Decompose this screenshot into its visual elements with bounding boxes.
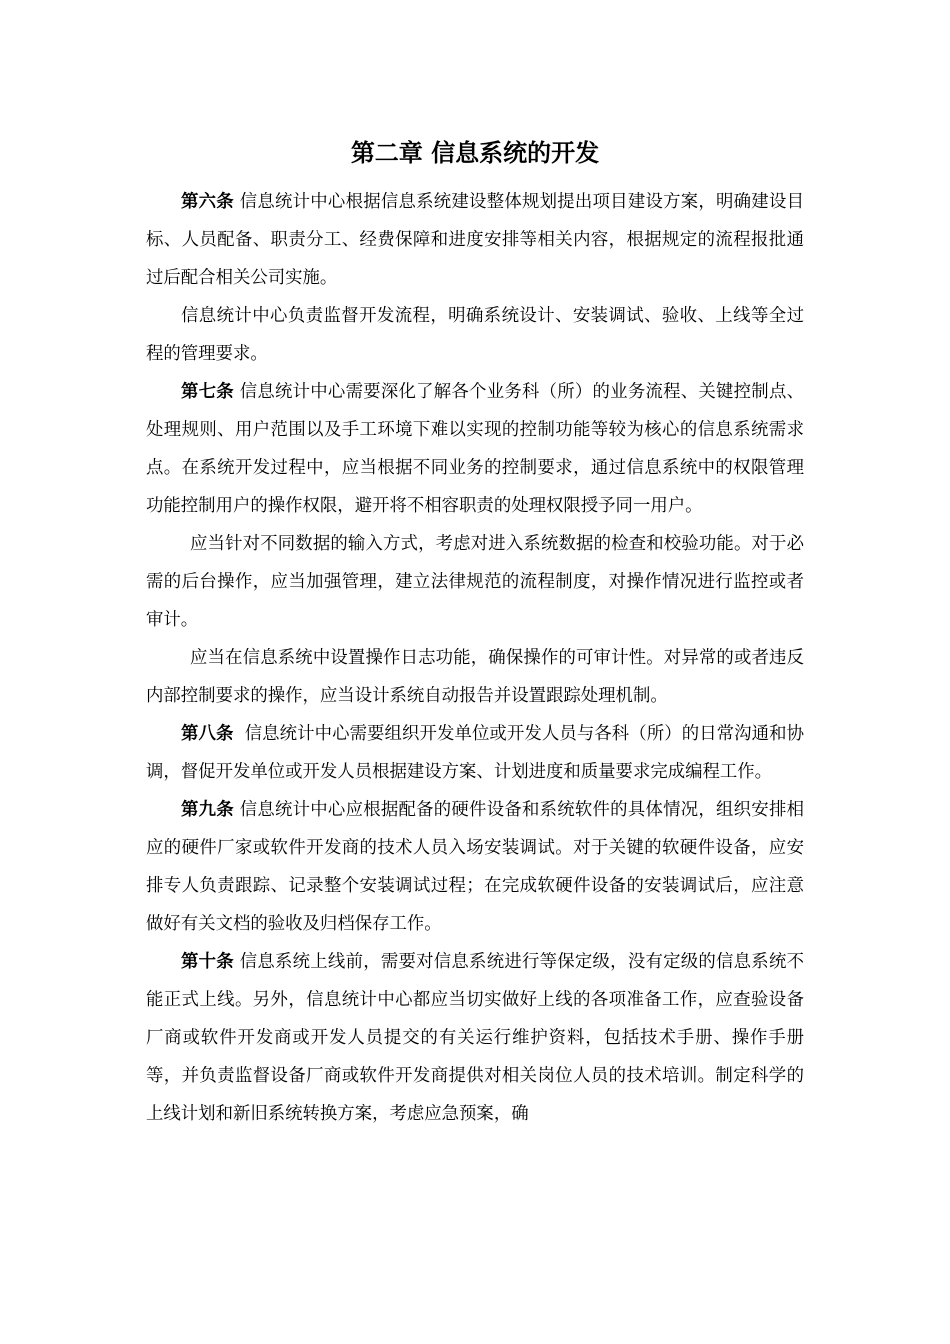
- article-7-input-paragraph: [146, 525, 804, 639]
- chapter-title: 第二章 信息系统的开发: [350, 139, 600, 167]
- article-8-paragraph: [146, 715, 804, 791]
- article-9-label: 第九条: [181, 800, 234, 820]
- article-10-text: 信息系统上线前，需要对信息系统进行等保定级，没有定级的信息系统不能正式上线。另外，信息统计中心都应当切实做好上线的各项准备工作，应查验设备厂商或软件开发商或开发人员提交的有关运行维护资料，包括技术手册、操作手册等，并负责监督设备厂商或软件开发商提供对相关岗位人员的技术培训。制定科学的上线计划和新旧系统转换方案，考虑应急预案，确: [146, 952, 804, 1124]
- article-7-text: 信息统计中心需要深化了解各个业务科（所）的业务流程、关键控制点、处理规则、用户范围以及手工环境下难以实现的控制功能等较为核心的信息系统需求点。在系统开发过程中，应当根据不同业务的控制要求，通过信息系统中的权限管理功能控制用户的操作权限，避开将不相容职责的处理权限授予同一用户。: [146, 382, 804, 516]
- article-6-supplement-text: 信息统计中心负责监督开发流程，明确系统设计、安装调试、验收、上线等全过程的管理要求。: [146, 306, 804, 364]
- article-6-label: 第六条: [181, 192, 234, 212]
- article-7-log-paragraph: [146, 639, 804, 715]
- article-8-text: 信息统计中心需要组织开发单位或开发人员与各科（所）的日常沟通和协调，督促开发单位或开发人员根据建设方案、计划进度和质量要求完成编程工作。: [146, 724, 804, 782]
- article-6-text: 信息统计中心根据信息系统建设整体规划提出项目建设方案，明确建设目标、人员配备、职责分工、经费保障和进度安排等相关内容，根据规定的流程报批通过后配合相关公司实施。: [146, 192, 804, 288]
- article-8-label: 第八条: [181, 724, 234, 744]
- article-10-paragraph: [146, 943, 804, 1133]
- article-9-paragraph: [146, 791, 804, 943]
- article-10-label: 第十条: [181, 952, 234, 972]
- article-6-supplement-paragraph: [146, 297, 804, 373]
- article-6-paragraph: [146, 183, 804, 297]
- article-7-label: 第七条: [181, 382, 234, 402]
- article-7-log-text: 应当在信息系统中设置操作日志功能，确保操作的可审计性。对异常的或者违反内部控制要求的操作，应当设计系统自动报告并设置跟踪处理机制。: [146, 648, 804, 706]
- article-7-paragraph: [146, 373, 804, 525]
- article-7-input-text: 应当针对不同数据的输入方式，考虑对进入系统数据的检查和校验功能。对于必需的后台操作，应当加强管理，建立法律规范的流程制度，对操作情况进行监控或者审计。: [146, 534, 804, 630]
- article-9-text: 信息统计中心应根据配备的硬件设备和系统软件的具体情况，组织安排相应的硬件厂家或软件开发商的技术人员入场安装调试。对于关键的软硬件设备，应安排专人负责跟踪、记录整个安装调试过程；在完成软硬件设备的安装调试后，应注意做好有关文档的验收及归档保存工作。: [146, 800, 804, 934]
